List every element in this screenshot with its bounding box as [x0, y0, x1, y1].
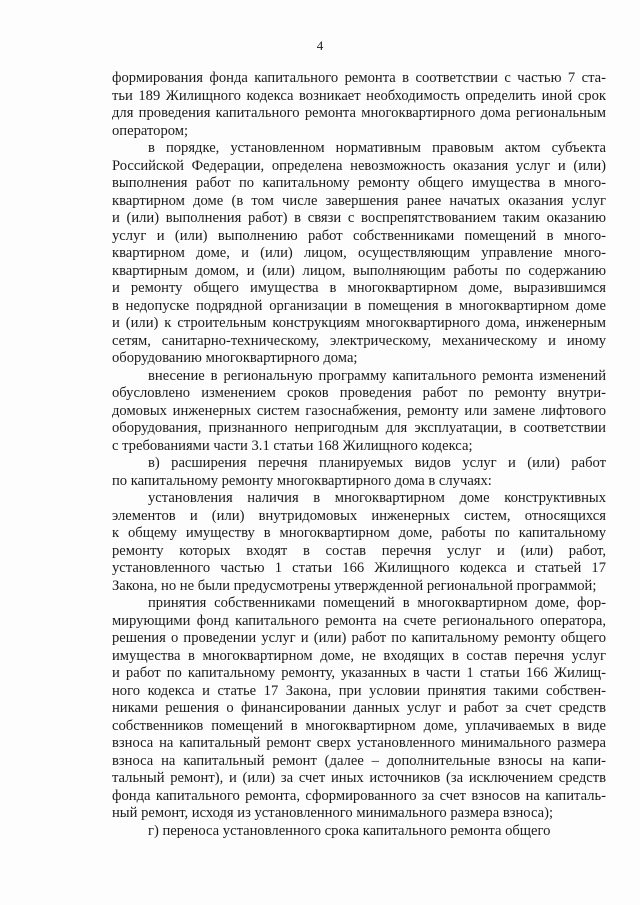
- text-line: оператором;: [112, 122, 189, 139]
- text-line: элементов и (или) внутридомовых инженерных систем, относящихся: [112, 507, 606, 524]
- page-number: 4: [316, 38, 324, 53]
- paragraph: [112, 455, 606, 490]
- text-line: для проведения капитального ремонта многоквартирного дома региональным: [112, 105, 606, 121]
- text-line: никами решения о финансировании данных услуг и работ за счет средств: [112, 700, 606, 716]
- body-text: [112, 70, 606, 840]
- text-line: ремонту которых входят в состав перечня услуг и (или) работ,: [112, 542, 606, 559]
- text-line: по капитальному ремонту многоквартирного дома в случаях:: [112, 472, 492, 489]
- text-line: мирующими фонд капитального ремонта на счете регионального оператора,: [112, 612, 606, 629]
- text-line: домовых инженерных систем газоснабжения, ремонту или замене лифтового: [112, 402, 606, 419]
- text-line: внесение в региональную программу капитального ремонта изменений: [148, 367, 606, 384]
- text-line: к общему имуществу в многоквартирном доме, работы по капитальному: [112, 525, 606, 541]
- text-line: фонда капитального ремонта, сформированного за счет взносов на капиталь-: [112, 787, 606, 804]
- paragraph: [112, 140, 606, 368]
- text-line: услуг и (или) выполнению работ собственниками помещений в много-: [112, 227, 606, 244]
- paragraph: [112, 368, 606, 456]
- text-line: формирования фонда капитального ремонта в соответствии с частью 7 ста-: [112, 70, 606, 86]
- text-line: собственников помещений в многоквартирном доме, уплачиваемых в виде: [112, 717, 606, 734]
- text-line: в недопуске подрядной организации в помещения в многоквартирном доме: [112, 297, 606, 314]
- text-line: и работ по капитальному ремонту, указанных в части 1 статьи 166 Жилищ-: [112, 665, 606, 681]
- text-line: и ремонту общего имущества в многоквартирном доме, выразившимся: [112, 280, 606, 296]
- text-line: оборудования, признанного непригодным для эксплуатации, в соответствии: [112, 420, 606, 436]
- text-line: установления наличия в многоквартирном доме конструктивных: [148, 490, 606, 506]
- text-line: ного кодекса и статье 17 Закона, при условии принятия такими собствен-: [112, 682, 606, 699]
- text-line: в порядке, установленном нормативным правовым актом субъекта: [148, 140, 606, 156]
- text-line: оборудованию многоквартирного дома;: [112, 350, 358, 366]
- text-line: с требованиями части 3.1 статьи 168 Жилищного кодекса;: [112, 437, 473, 454]
- text-line: принятия собственниками помещений в многоквартирном доме, фор-: [148, 595, 606, 611]
- paragraph: [112, 490, 606, 595]
- text-line: и (или) к строительным конструкциям многоквартирного дома, инженерным: [112, 315, 606, 331]
- text-line: квартирным домом, и (или) лицом, выполняющим работы по содержанию: [112, 262, 606, 279]
- text-line: имущества в многоквартирном доме, не входящих в состав перечня услуг: [112, 647, 606, 664]
- paragraph: [112, 595, 606, 823]
- text-line: тьи 189 Жилищного кодекса возникает необходимость определить иной срок: [112, 87, 606, 104]
- text-line: обусловлено изменением сроков проведения работ по ремонту внутри-: [112, 385, 606, 401]
- text-line: квартирном доме, и (или) лицом, осуществляющим управление много-: [112, 245, 606, 261]
- text-line: взноса на капитальный ремонт (далее – дополнительные взносы на капи-: [112, 752, 606, 769]
- text-line: г) переноса установленного срока капитального ремонта общего: [148, 822, 551, 839]
- text-line: квартирном доме (в том числе завершения ранее начатых оказания услуг: [112, 192, 606, 209]
- text-line: Российской Федерации, определена невозможность оказания услуг и (или): [112, 157, 606, 174]
- text-line: в) расширения перечня планируемых видов услуг и (или) работ: [148, 455, 606, 471]
- text-line: Закона, но не были предусмотрены утвержденной региональной программой;: [112, 577, 597, 594]
- paragraph: [112, 823, 606, 841]
- text-line: ный ремонт, исходя из установленного минимального размера взноса);: [112, 805, 554, 821]
- text-line: установленного частью 1 статьи 166 Жилищного кодекса и статьей 17: [112, 560, 606, 576]
- text-line: и (или) выполнения работ) в связи с воспрепятствованием таким оказанию: [112, 210, 606, 226]
- text-line: взноса на капитальный ремонт сверх установленного минимального размера: [112, 735, 606, 751]
- text-line: тальный ремонт), и (или) за счет иных источников (за исключением средств: [112, 770, 606, 786]
- text-line: сетям, санитарно-техническому, электрическому, механическому и иному: [112, 332, 606, 349]
- paragraph: [112, 70, 606, 140]
- text-line: выполнения работ по капитальному ремонту общего имущества в много-: [112, 175, 606, 191]
- text-line: решения о проведении услуг и (или) работ по капитальному ремонту общего: [112, 630, 606, 646]
